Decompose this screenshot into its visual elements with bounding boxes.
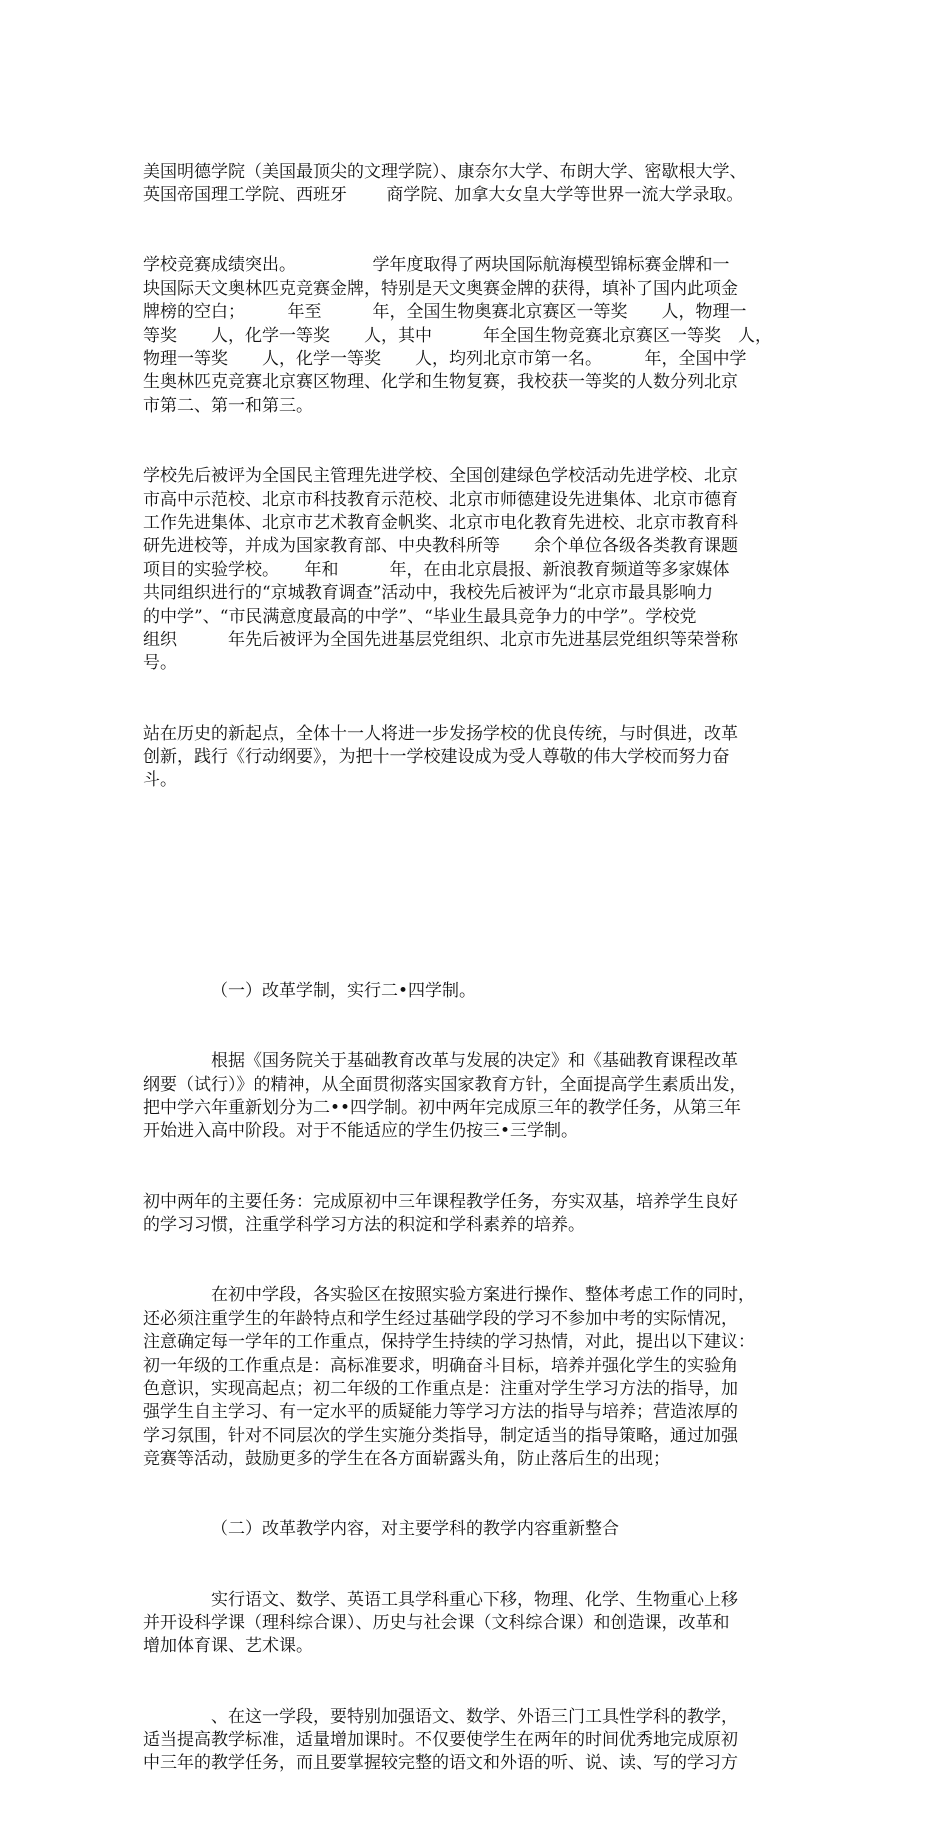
paragraph-conclusion: 站在历史的新起点，全体十一人将进一步发扬学校的优良传统，与时俱进，改革 创新，践行《行动纲要》，为把十一学校建设成为受人尊敬的伟大学校而努力奋 斗。: [143, 723, 738, 791]
paragraph-competitions: 学校竞赛成绩突出。 学年度取得了两块国际航海模型锦标赛金牌和一 块国际天文奥林匹克竞赛金牌，特别是天文奥赛金牌的获得，填补了国内此项金 牌榜的空白； 年至 年，全国生物奥赛北京赛区一等奖 人，物理一 等奖 人，化学一等奖 人，其中 年全国生物竞赛北京赛区一等奖 人， 物理一等奖 人，化学一等奖 人，均列北京市第一名。 年，全国中学 生奥林匹克竞赛北京赛区物理、化学和生物复赛，我校获一等奖的人数分列北京 市第二、第一和第三。: [143, 255, 772, 416]
text-line: 色意识，实现高起点；初二年级的工作重点是：注重对学生学习方法的指导，加: [143, 1378, 738, 1399]
text-line: 注意确定每一学年的工作重点，保持学生持续的学习热情，对此，提出以下建议：: [143, 1332, 755, 1353]
text-line: 还必须注重学生的年龄特点和学生经过基础学段的学习不参加中考的实际情况，: [143, 1308, 738, 1329]
text-line: 中三年的教学任务，而且要掌握较完整的语文和外语的听、说、读、写的学习方: [143, 1753, 738, 1774]
text-line: 初一年级的工作重点是：高标准要求，明确奋斗目标，培养并强化学生的实验角: [143, 1355, 738, 1376]
section-heading-2: （二）改革教学内容，对主要学科的教学内容重新整合: [211, 1519, 619, 1540]
text-line: 开始进入高中阶段。对于不能适应的学生仍按三•三学制。: [143, 1121, 579, 1142]
section1-paragraph-3: [143, 1284, 809, 1471]
document-body: [143, 114, 809, 1823]
text-line: 并开设科学课（理科综合课）、历史与社会课（文科综合课）和创造课，改革和: [143, 1612, 730, 1633]
section-heading-1: （一）改革学制，实行二•四学制。: [211, 981, 477, 1001]
section1-paragraph-1: [143, 1050, 809, 1144]
text-line: 把中学六年重新划分为二••四学制。初中两年完成原三年的教学任务，从第三年: [143, 1098, 742, 1119]
section1-paragraph-2: 初中两年的主要任务：完成原初中三年课程教学任务，夯实双基，培养学生良好 的学习习惯，注重学科学习方法的积淀和学科素养的培养。: [143, 1191, 738, 1236]
blank-line: [143, 840, 809, 863]
text-line: 、在这一学段，要特别加强语文、数学、外语三门工具性学科的教学，: [211, 1706, 738, 1727]
text-line: 实行语文、数学、英语工具学科重心下移，物理、化学、生物重心上移: [211, 1589, 738, 1610]
blank-line: [143, 910, 809, 933]
text-line: 增加体育课、艺术课。: [143, 1636, 313, 1657]
text-line: 学习氛围，针对不同层次的学生实施分类指导，制定适当的指导策略，通过加强: [143, 1425, 738, 1446]
text-line: 强学生自主学习、有一定水平的质疑能力等学习方法的指导与培养；营造浓厚的: [143, 1402, 738, 1423]
text-line: 适当提高教学标准，适量增加课时。不仅要使学生在两年的时间优秀地完成原初: [143, 1730, 738, 1750]
paragraph-admissions: 美国明德学院（美国最顶尖的文理学院）、康奈尔大学、布朗大学、密歇根大学、 英国帝国理工学院、西班牙 商学院、加拿大女皇大学等世界一流大学录取。: [143, 161, 747, 206]
paragraph-honors: 学校先后被评为全国民主管理先进学校、全国创建绿色学校活动先进学校、北京 市高中示范校、北京市科技教育示范校、北京市师德建设先进集体、北京市德育 工作先进集体、北京市艺术教育金帆奖、北京市电化教育先进校、北京市教育科 研先进校等，并成为国家教育部、中央教科所等 余个单位各级各类教育课题 项目的实验学校。 年和 年，在由北京晨报、新浪教育频道等多家媒体 共同组织进行的“京城教育调查”活动中，我校先后被评为“北京市最具影响力 的中学”、“市民满意度最高的中学”、“毕业生最具竞争力的中学”。学校党 组织 年先后被评为全国先进基层党组织、北京市先进基层党组织等荣誉称 号。: [143, 466, 738, 674]
text-line: 纲要（试行）》的精神，从全面贯彻落实国家教育方针，全面提高学生素质出发，: [143, 1074, 747, 1095]
text-line: 竞赛等活动，鼓励更多的学生在各方面崭露头角，防止落后生的出现；: [143, 1449, 670, 1470]
section2-paragraph-1: [143, 1589, 809, 1659]
text-line: 在初中学段，各实验区在按照实验方案进行操作、整体考虑工作的同时，: [211, 1285, 755, 1306]
text-line: 根据《国务院关于基础教育改革与发展的决定》和《基础教育课程改革: [211, 1051, 738, 1072]
section2-paragraph-2: [143, 1706, 809, 1776]
